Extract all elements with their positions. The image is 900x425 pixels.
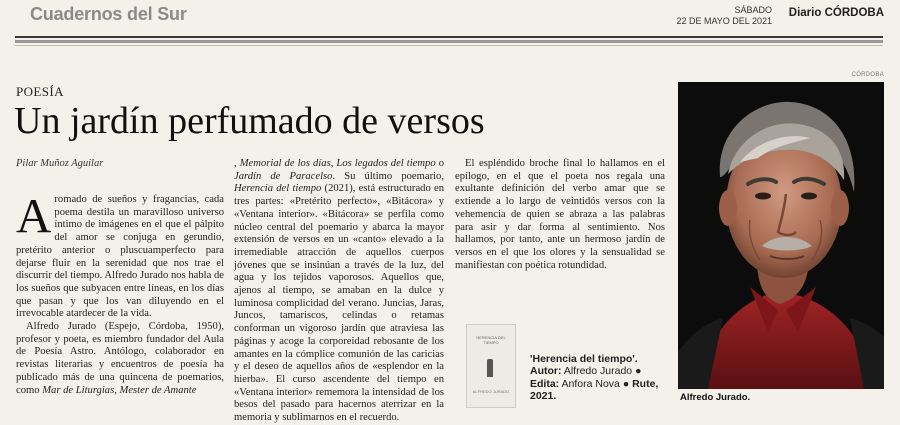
article-paragraph-2-start — [16, 321, 224, 397]
article-kicker: POESÍA — [16, 84, 64, 99]
publisher-label: Edita: — [530, 377, 560, 390]
author-portrait-photo — [678, 82, 884, 389]
paragraph-3-text: El espléndido broche final lo hallamos en el epílogo, en el que el poeta nos regala una exultante definición del verbo amar que se extiende a lo largo de veintidós versos con la vehemencia de quien se abraza a las palabras para asir y dar forma al sentimiento. Nos hallamos, por tanto, ante un hermoso jardín de versos en el que los olores y la sensualidad se manifiestan con poética rotundidad. — [455, 158, 665, 271]
article-paragraph-3 — [455, 158, 665, 272]
newspaper-name — [789, 7, 884, 19]
article-headline: Un jardín perfumado de versos — [14, 100, 485, 142]
book-author: Alfredo Jurado — [563, 365, 633, 378]
author-label: Autor: — [530, 365, 562, 378]
drop-cap: A — [16, 188, 52, 243]
book-title-mention: Memorial de los días — [239, 158, 331, 169]
book-title-mention: Los legados del tiempo — [336, 158, 436, 169]
article-column-1 — [16, 188, 224, 397]
newspaper-prefix: Diario — [788, 7, 822, 19]
book-title-mention: Jardín de Paracelso — [234, 170, 333, 182]
article-byline: Pilar Muñoz Aguilar — [16, 158, 104, 169]
separator: , — [234, 158, 237, 169]
article-column-3 — [455, 158, 665, 272]
newspaper-title: CÓRDOBA — [824, 7, 884, 19]
book-credits — [530, 353, 660, 403]
issue-date — [676, 5, 772, 27]
header-rule — [15, 36, 883, 38]
book-cover-figure — [487, 359, 493, 377]
book-cover-author: ALFREDO JURADO — [472, 389, 510, 394]
book-place-year: Rute, 2021. — [530, 377, 659, 403]
bullet-separator: ● — [635, 365, 642, 378]
paragraph-2-text: (2021), está estructurado en tres partes: «Pretérito perfecto», «Bitácora» y «Ventana interior». «Bitácora» se perfila como núcleo central del poemario y abarca la mayor extensión de versos en un «canto» elevado a la irremediable atracción de aquellos cuerpos jóvenes que se insinúan a través de la luz, del agua y los tejidos vaporosos. Aquellos que, ajenos al tiempo, se amaban en la dulce y luminosa complicidad del verano. Juncias, Jaras, Juncos, tamariscos, celindas o retamas conforman un vigoroso jardín que atraviesa las páginas y acoge la corporeidad rebosante de los amantes en la cómplice comunión de las caricias y el deseo de aquellos años de «esplendor en la hierba». El curso ascendente del tiempo en «Ventana interior» rememora la intensidad de los besos del pasado para hacernos aterrizar en la memoria y sublimarnos en el recuerdo. — [234, 183, 444, 424]
bullet-separator: ● — [622, 377, 630, 390]
issue-date-text: 22 DE MAYO DEL 2021 — [676, 16, 772, 26]
book-title-mention: Herencia del tiempo — [234, 183, 322, 195]
paragraph-2-text: . Su último poemario, — [332, 170, 444, 182]
photo-credit: CÓRDOBA — [851, 72, 884, 78]
book-title-mention: Mar de Liturgias — [42, 384, 115, 396]
paragraph-1-text: romado de sueños y fragancias, cada poema destila un maravilloso universo íntimo de imágenes en el que el pálpito del amor se conjuga en gerundio, pretérito anterior o pluscuamperfecto para dejarse fluir en la serenidad que nos trae el discurrir del tiempo. Alfredo Jurado nos habla de los sueños que subyacen entre líneas, en los días que pasan y que los van diluyendo en el irrevocable atardecer de la vida. — [16, 194, 224, 320]
portrait-illustration — [678, 82, 884, 389]
separator: , — [114, 384, 117, 396]
header-rule-thick — [15, 40, 883, 43]
header-rule-thin — [15, 45, 883, 46]
article-paragraph-2-cont — [234, 158, 444, 425]
book-cover-title: HERENCIA DEL TIEMPO — [476, 335, 506, 345]
photo-caption: Alfredo Jurado. — [680, 392, 751, 403]
separator: , — [330, 158, 334, 169]
separator: o — [435, 158, 444, 169]
book-title-mention: Mester de Amante — [119, 384, 197, 396]
article-paragraph-1 — [16, 188, 224, 321]
book-publisher: Anfora Nova — [561, 377, 620, 390]
section-title: Cuadernos del Sur — [30, 4, 187, 24]
book-cover-image — [466, 324, 516, 408]
article-column-2 — [234, 158, 444, 425]
paragraph-2-text: Alfredo Jurado (Espejo, Córdoba, 1950), profesor y poeta, es miembro fundador del Aula de Poesía Astro. Antólogo, colaborador en revistas literarias y encuentros de poesía ha publicado más de una quincena de poemarios, como — [16, 321, 224, 396]
book-credit-title: 'Herencia del tiempo'. — [530, 353, 638, 365]
issue-weekday: SÁBADO — [734, 5, 772, 15]
